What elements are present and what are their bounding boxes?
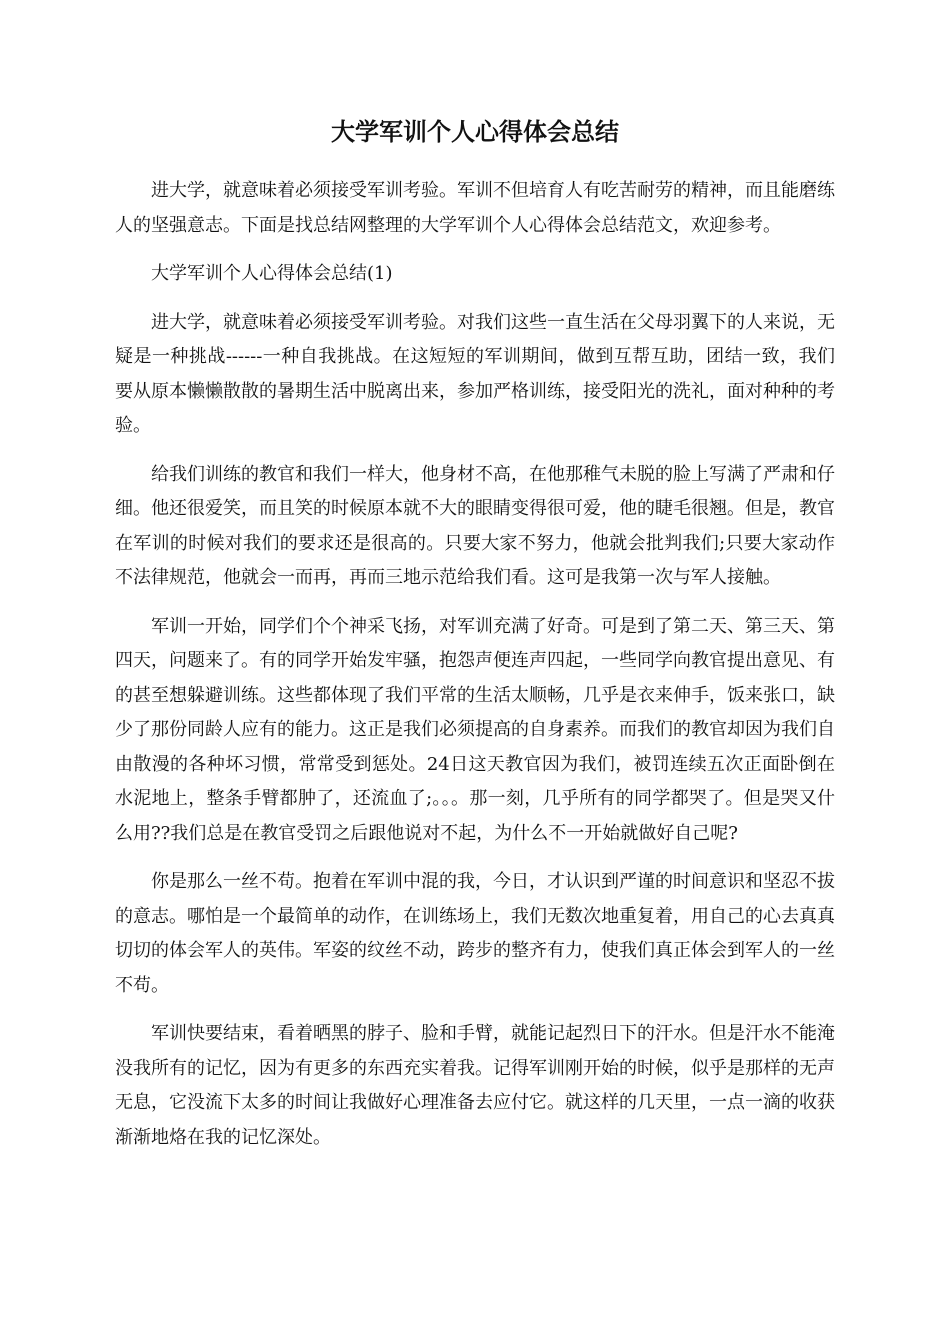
document-page	[115, 112, 835, 1169]
paragraph-instructor: 给我们训练的教官和我们一样大，他身材不高，在他那稚气未脱的脸上写满了严肃和仔细。他还很爱笑，而且笑的时候原本就不大的眼睛变得很可爱，他的睫毛很翘。但是，教官在军训的时候对我们的要求还是很高的。只要大家不努力，他就会批判我们;只要大家动作不法律规范，他就会一而再，再而三地示范给我们看。这可是我第一次与军人接触。	[115, 463, 835, 588]
paragraph-training-begins: 军训一开始，同学们个个神采飞扬，对军训充满了好奇。可是到了第二天、第三天、第四天，问题来了。有的同学开始发牢骚，抱怨声便连声四起，一些同学向教官提出意见、有的甚至想躲避训练。这些都体现了我们平常的生活太顺畅，几乎是衣来伸手，饭来张口，缺少了那份同龄人应有的能力。这正是我们必须提高的自身素养。而我们的教官却因为我们自由散漫的各种坏习惯，常常受到惩处。24日这天教官因为我们，被罚连续五次正面卧倒在水泥地上，整条手臂都肿了，还流血了;。。。那一刻，几乎所有的同学都哭了。但是哭又什么用??我们总是在教官受罚之后跟他说对不起，为什么不一开始就做好自己呢?	[115, 615, 835, 844]
document-title: 大学军训个人心得体会总结	[331, 117, 619, 146]
paragraph-challenge: 进大学，就意味着必须接受军训考验。对我们这些一直生活在父母羽翼下的人来说，无疑是一种挑战------一种自我挑战。在这短短的军训期间，做到互帮互助，团结一致，我们要从原本懒懒散散的暑期生活中脱离出来，参加严格训练，接受阳光的洗礼，面对种种的考验。	[115, 311, 835, 436]
section-heading: 大学军训个人心得体会总结(1)	[151, 263, 393, 284]
paragraph-meticulous: 你是那么一丝不苟。抱着在军训中混的我，今日，才认识到严谨的时间意识和坚忍不拔的意志。哪怕是一个最简单的动作，在训练场上，我们无数次地重复着，用自己的心去真真切切的体会军人的英伟。军姿的纹丝不动，跨步的整齐有力，使我们真正体会到军人的一丝不苟。	[115, 871, 835, 996]
paragraph-intro: 进大学，就意味着必须接受军训考验。军训不但培育人有吃苦耐劳的精神，而且能磨练人的坚强意志。下面是找总结网整理的大学军训个人心得体会总结范文，欢迎参考。	[115, 180, 835, 236]
paragraph-ending: 军训快要结束，看着晒黑的脖子、脸和手臂，就能记起烈日下的汗水。但是汗水不能淹没我所有的记忆，因为有更多的东西充实着我。记得军训刚开始的时候，似乎是那样的无声无息，它没流下太多的时间让我做好心理准备去应付它。就这样的几天里，一点一滴的收获渐渐地烙在我的记忆深处。	[115, 1023, 835, 1148]
